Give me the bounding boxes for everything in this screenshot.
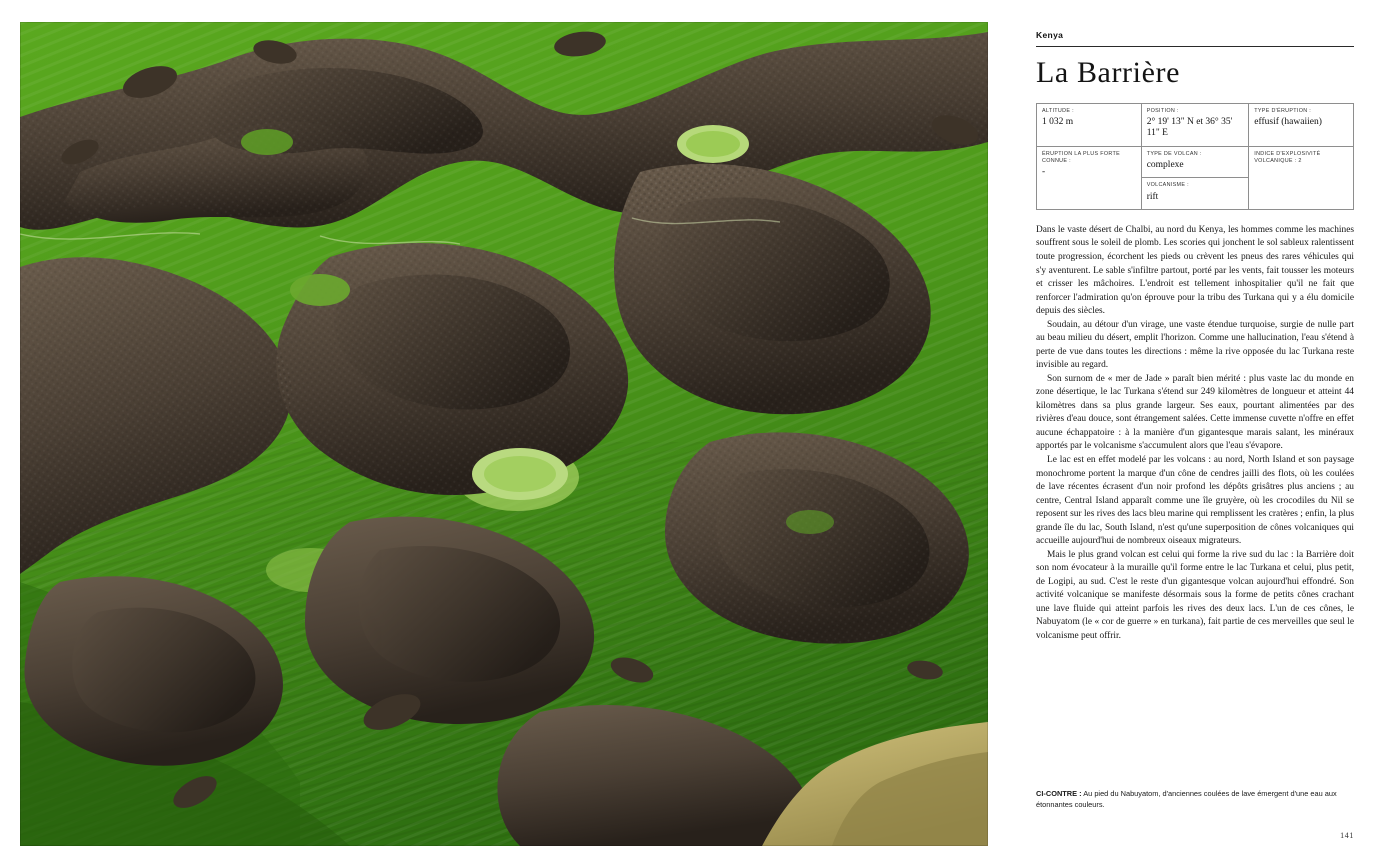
fact-label: ÉRUPTION LA PLUS FORTE CONNUE : (1042, 150, 1121, 164)
table-row (1037, 103, 1354, 146)
paragraph: Soudain, au détour d'un virage, une vaste étendue turquoise, surgie de nulle part au beau milieu du désert, emplit l'horizon. Comme une hallucination, l'eau s'étend à perte de vue dans toutes les directions : même la rive opposée du lac Turkana reste invisible au regard. (1036, 319, 1354, 371)
text-column (1036, 22, 1354, 846)
fact-label: TYPE DE VOLCAN : (1146, 150, 1202, 157)
caption-lead: CI-CONTRE : (1036, 788, 1082, 798)
fact-altitude (1037, 103, 1142, 146)
fact-eruption-type (1249, 103, 1354, 146)
fact-value: - (1042, 167, 1046, 178)
page-number: 141 (1340, 831, 1354, 840)
fact-volcano-type (1141, 146, 1249, 178)
paragraph: Son surnom de « mer de Jade » paraît bien mérité : plus vaste lac du monde en zone désertique, le lac Turkana s'étend sur 249 kilomètres de longueur et atteint 44 kilomètres dans sa plus grande largeur. Ses eaux, pourtant alimentées par des rivières d'eau douce, sont étrangement salées. Cette immense cuvette n'offre en effet aucune échappatoire : à la manière d'un gigantesque marais salant, les minéraux apportés par le volcanisme s'accumulent alors que l'eau s'évapore. (1036, 373, 1354, 452)
fact-value: 2° 19' 13" N et 36° 35' 11" E (1146, 116, 1233, 139)
fact-label: INDICE D'EXPLOSIVITÉ VOLCANIQUE : 2 (1254, 150, 1321, 164)
fact-label: ALTITUDE : (1042, 107, 1074, 114)
fact-volcanism (1141, 178, 1249, 210)
article-body (1036, 224, 1354, 643)
paragraph: Le lac est en effet modelé par les volcans : au nord, North Island et son paysage monochrome portent la marque d'un cône de cendres jailli des flots, où les coulées de lave récentes écrasent d'un noir profond les dépôts grisâtres plus anciens ; au centre, Central Island apparaît comme une île gruyère, où les crocodiles du Nil se reposent sur les rives des lacs bleu marine qui remplissent les cratères ; enfin, la plus grande île du lac, South Island, n'est qu'une superposition de cônes volcaniques qui accueille aujourd'hui de nombreux oiseaux migrateurs. (1036, 454, 1354, 547)
photograph (20, 22, 988, 846)
photo-illustration (20, 22, 988, 846)
table-row (1037, 146, 1354, 178)
fact-vei (1249, 146, 1354, 209)
page-title: La Barrière (1036, 56, 1181, 89)
paragraph: Mais le plus grand volcan est celui qui forme la rive sud du lac : la Barrière doit son nom évocateur à la muraille qu'il forme entre le lac Turkana et celui, plus petit, de Logipi, au sud. C'est le reste d'un gigantesque volcan aujourd'hui effondré. Son activité volcanique se manifeste désormais sous la forme de petits cônes crachant une lave fluide qui atteint parfois les rives des deux lacs. L'un de ces cônes, le Nabuyatom (le « cor de guerre » en turkana), fait partie de ces merveilles que seul le volcanisme peut offrir. (1036, 549, 1354, 641)
fact-label: POSITION : (1146, 107, 1179, 114)
header-rule (1036, 46, 1354, 47)
paragraph: Dans le vaste désert de Chalbi, au nord du Kenya, les hommes comme les machines souffrent sous le soleil de plomb. Les scories qui jonchent le sol sableux ralentissent toute progression, écorchent les pieds ou crèvent les pneus des rares véhicules qui s'y aventurent. Le sable s'infiltre partout, porté par les vents, fait tousser les moteurs et crisser les mâchoires. L'endroit est tellement inhospitalier qu'il ne fait que renforcer l'admiration qu'on éprouve pour la tribu des Turkana qui y a élu domicile depuis des siècles. (1036, 224, 1354, 317)
fact-table (1036, 103, 1354, 210)
fact-label: TYPE D'ÉRUPTION : (1254, 107, 1312, 114)
fact-value: 1 032 m (1042, 116, 1074, 127)
country-kicker: Kenya (1036, 30, 1064, 40)
fact-label: VOLCANISME : (1146, 182, 1189, 189)
photo-caption (1036, 788, 1354, 810)
fact-value: rift (1146, 191, 1159, 202)
fact-value: complexe (1146, 159, 1184, 170)
caption-text: Au pied du Nabuyatom, d'anciennes coulées de lave émergent d'une eau aux étonnantes couleurs. (1036, 788, 1337, 809)
fact-value: effusif (hawaiien) (1254, 116, 1322, 127)
fact-strongest-eruption (1037, 146, 1142, 209)
fact-position (1141, 103, 1249, 146)
